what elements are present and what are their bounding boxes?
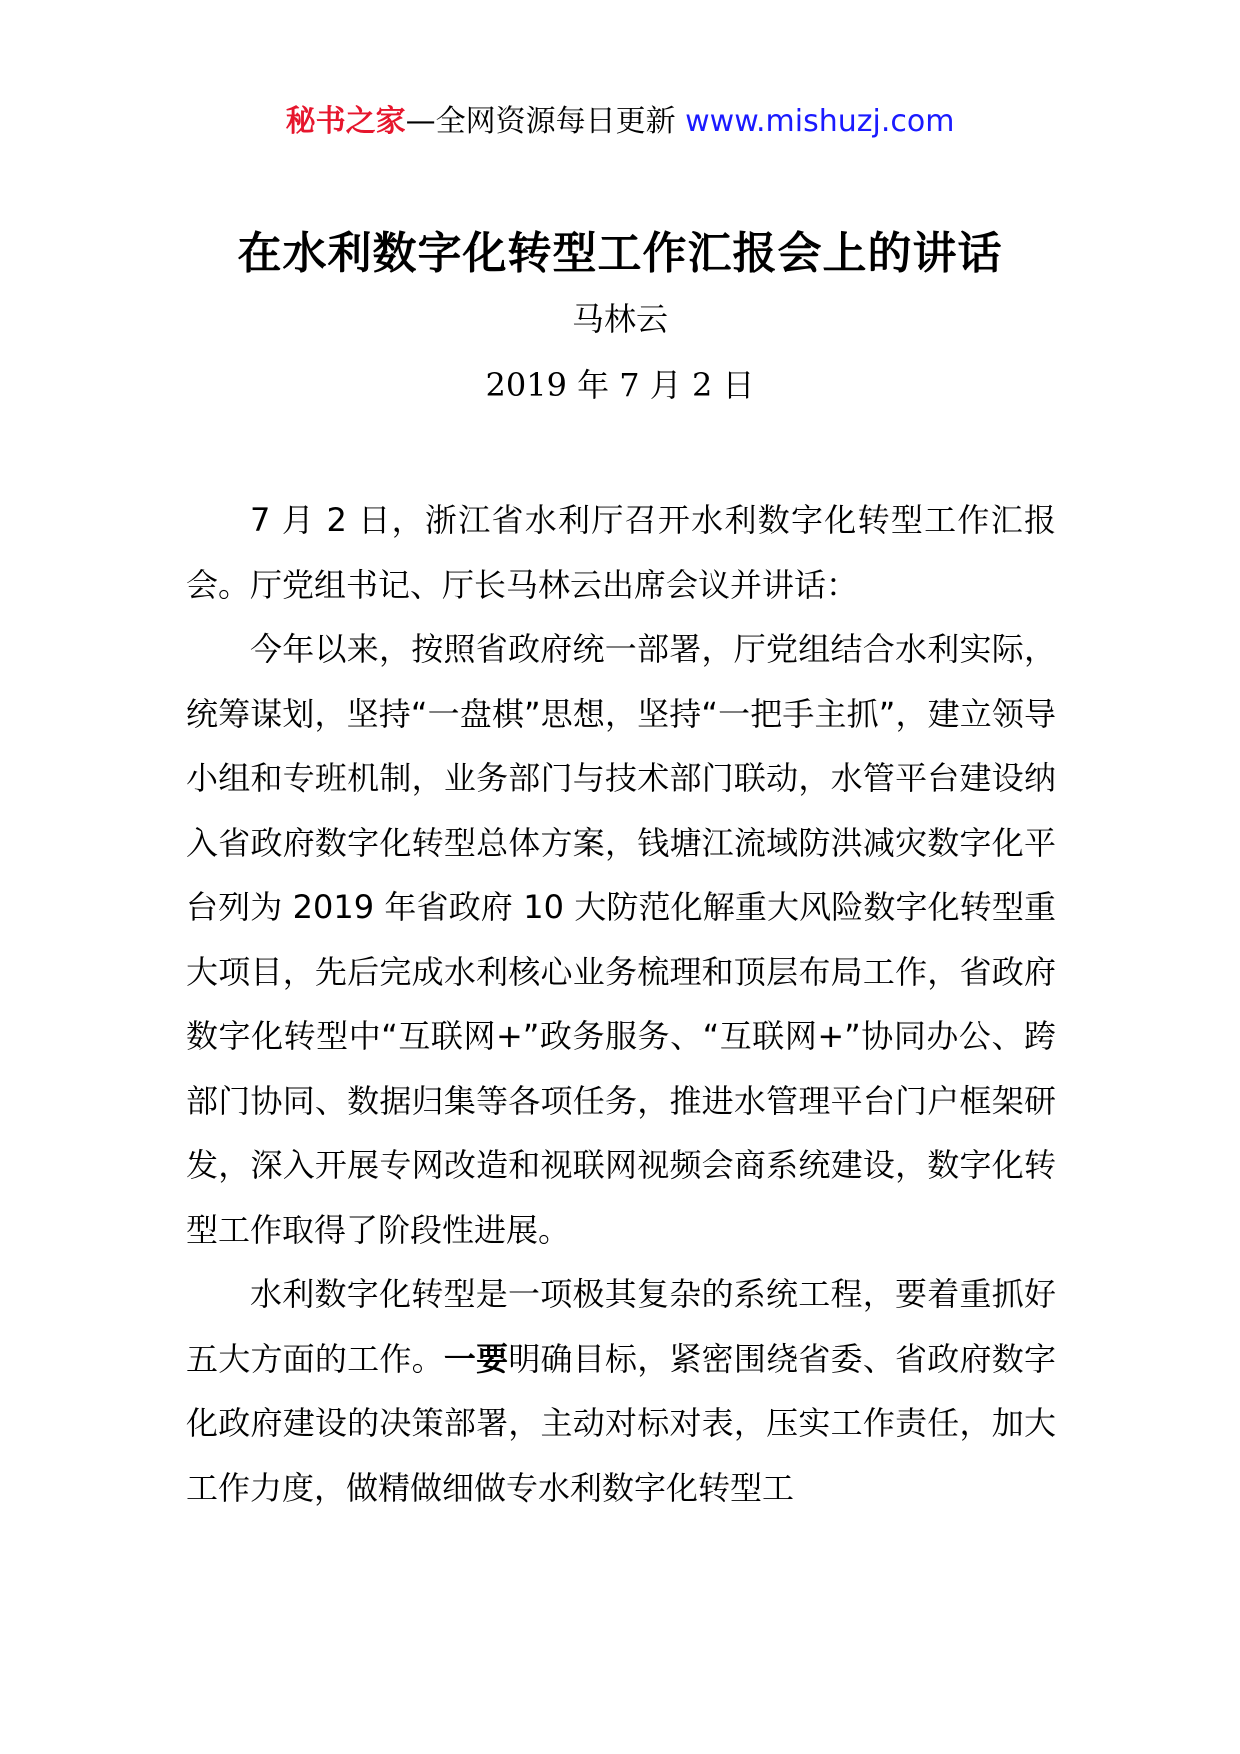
paragraph-3-rest: 明确目标，紧密围绕省委、省政府数字化政府建设的决策部署，主动对标对表，压实工作责任，加大工作力度，做精做细做专水利数字化转型工 [186, 1339, 1056, 1507]
document-date: 2019 年 7 月 2 日 [485, 366, 755, 404]
brand-name: 秘书之家 [285, 104, 406, 139]
site-header [0, 100, 1240, 144]
paragraph-3-emphasis: 一要 [443, 1339, 509, 1378]
header-tagline: —全网资源每日更新 [405, 104, 686, 139]
paragraph-2: 今年以来，按照省政府统一部署，厅党组结合水利实际，统筹谋划，坚持“一盘棋”思想，坚持“一把手主抓”，建立领导小组和专班机制，业务部门与技术部门联动，水管平台建设纳入省政府数字化转型总体方案，钱塘江流域防洪减灾数字化平台列为 2019 年省政府 10 大防范化解重大风险数字化转型重大项目，先后完成水利核心业务梳理和顶层布局工作，省政府数字化转型中“互联网+”政务服务、“互联网+”协同办公、跨部门协同、数据归集等各项任务，推进水管理平台门户框架研发，深入开展专网改造和视联网视频会商系统建设，数字化转型工作取得了阶段性进展。 [186, 630, 1056, 1249]
document-title: 在水利数字化转型工作汇报会上的讲话 [237, 228, 1003, 279]
document-author: 马林云 [571, 300, 668, 338]
paragraph-1: 7 月 2 日，浙江省水利厅召开水利数字化转型工作汇报会。厅党组书记、厅长马林云出席会议并讲话： [186, 501, 1056, 604]
document-body [186, 488, 1056, 1520]
paragraph-3 [186, 1262, 1056, 1520]
paragraph-3-lead: 水利数字化转型是一项极其复杂的系统工程，要着重抓好五大方面的工作。 [186, 1275, 1056, 1378]
site-url-link[interactable]: www.mishuzj.com [685, 104, 955, 139]
